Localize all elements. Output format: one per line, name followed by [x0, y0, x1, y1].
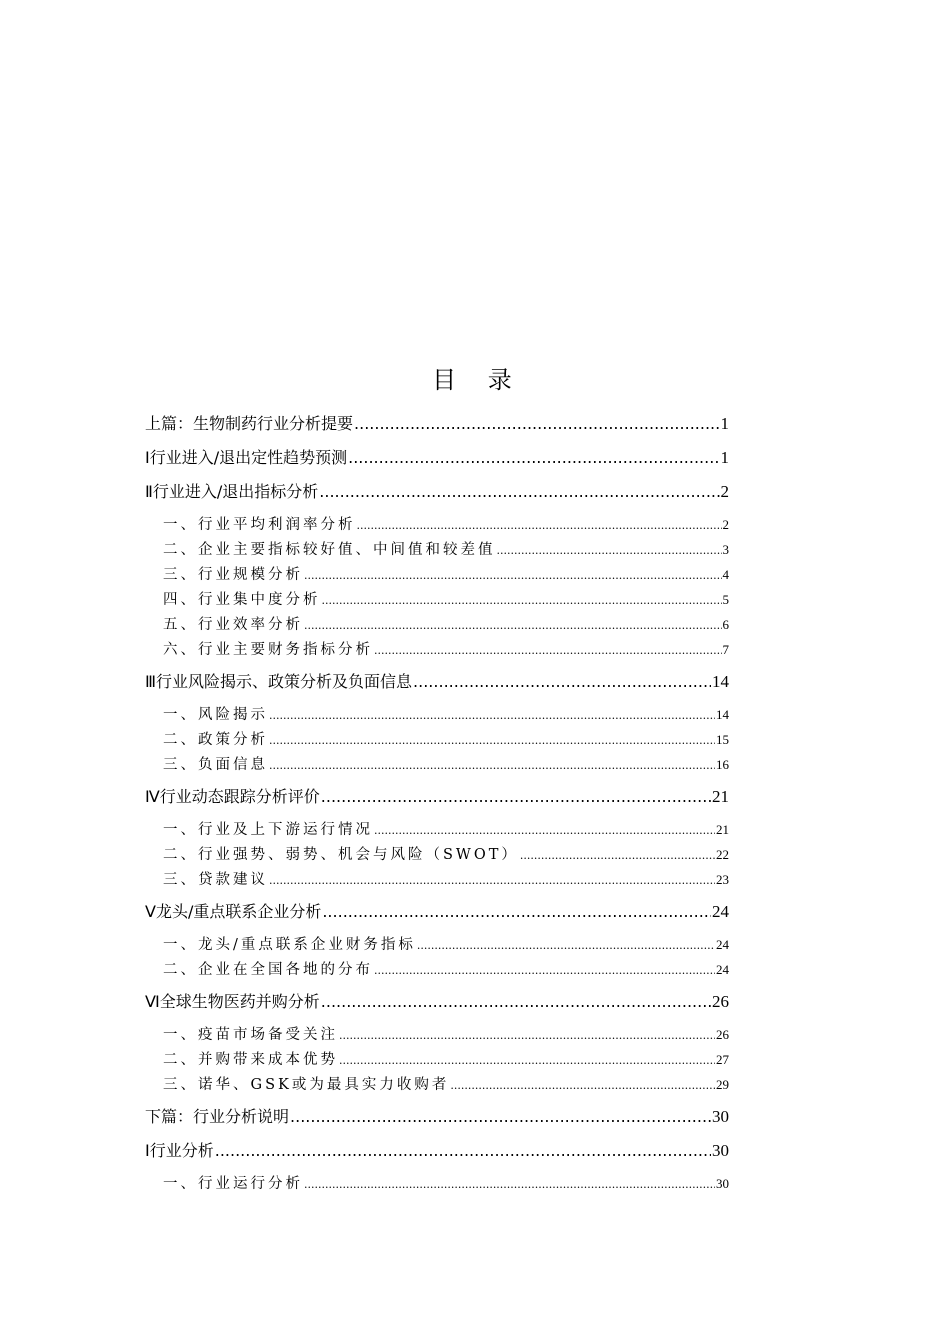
toc-entry-label: 一、疫苗市场备受关注 [163, 1027, 338, 1043]
toc-dot-leader [304, 1172, 715, 1197]
toc-entry-page-number: 24 [716, 937, 729, 952]
toc-entry-subsection[interactable] [145, 957, 729, 982]
toc-entry-subsection[interactable] [145, 702, 729, 727]
toc-entry-section[interactable] [145, 1103, 729, 1131]
toc-dot-leader [497, 538, 722, 563]
toc-entry-page-number: 30 [712, 1107, 729, 1126]
toc-entry-page-number: 16 [716, 757, 729, 772]
toc-entry-label: 三、负面信息 [163, 757, 268, 773]
toc-entry-subsection[interactable] [145, 1171, 729, 1196]
toc-entry-page-number: 22 [716, 847, 729, 862]
toc-entry-page-number: 14 [716, 707, 729, 722]
toc-entry-subsection[interactable] [145, 867, 729, 892]
toc-dot-leader [269, 753, 715, 778]
toc-dot-leader [321, 988, 711, 1016]
toc-dot-leader [290, 1103, 711, 1131]
toc-entry-subsection[interactable] [145, 537, 729, 562]
toc-entry-label: Ⅴ龙头/重点联系企业分析 [145, 902, 322, 921]
toc-entry-page-number: 29 [716, 1077, 729, 1092]
toc-dot-leader [417, 933, 715, 958]
toc-entry-label: 一、龙头/重点联系企业财务指标 [163, 937, 416, 953]
toc-entry-label: 二、政策分析 [163, 732, 268, 748]
toc-entry-page-number: 30 [716, 1176, 729, 1191]
toc-entry-page-number: 6 [722, 617, 729, 632]
toc-entry-page-number: 2 [720, 482, 729, 501]
toc-entry-label: 二、行业强势、弱势、机会与风险（SWOT） [163, 847, 519, 863]
toc-dot-leader [322, 588, 722, 613]
toc-entry-section[interactable] [145, 668, 729, 696]
toc-entry-label: 一、行业平均利润率分析 [163, 517, 356, 533]
toc-entry-page-number: 24 [712, 902, 729, 921]
toc-dot-leader [374, 958, 715, 983]
toc-entry-label: 三、贷款建议 [163, 872, 268, 888]
toc-entry-subsection[interactable] [145, 842, 729, 867]
toc-entry-label: 五、行业效率分析 [163, 617, 303, 633]
toc-dot-leader [321, 783, 711, 811]
toc-dot-leader [357, 513, 722, 538]
toc-entry-label: 一、行业运行分析 [163, 1176, 303, 1192]
toc-dot-leader [269, 868, 715, 893]
toc-entry-page-number: 26 [712, 992, 729, 1011]
page-title: 目 录 [432, 366, 524, 394]
toc-entry-label: Ⅱ行业进入/退出指标分析 [145, 482, 319, 501]
toc-entry-label: 二、企业在全国各地的分布 [163, 962, 373, 978]
toc-dot-leader [304, 613, 722, 638]
toc-entry-subsection[interactable] [145, 752, 729, 777]
toc-dot-leader [413, 668, 711, 696]
toc-entry-page-number: 1 [720, 448, 729, 467]
toc-dot-leader [520, 843, 715, 868]
toc-entry-subsection[interactable] [145, 1022, 729, 1047]
toc-entry-section[interactable] [145, 478, 729, 506]
toc-entry-page-number: 14 [712, 672, 729, 691]
toc-dot-leader [322, 898, 711, 926]
toc-dot-leader [319, 478, 719, 506]
toc-entry-page-number: 21 [712, 787, 729, 806]
toc-entry-section[interactable] [145, 1137, 729, 1165]
toc-entry-label: 一、风险揭示 [163, 707, 268, 723]
toc-entry-label: 六、行业主要财务指标分析 [163, 642, 373, 658]
toc-entry-label: 一、行业及上下游运行情况 [163, 822, 373, 838]
toc-entry-page-number: 30 [712, 1141, 729, 1160]
toc-entry-subsection[interactable] [145, 587, 729, 612]
toc-dot-leader [269, 728, 715, 753]
toc-entry-subsection[interactable] [145, 637, 729, 662]
table-of-contents [145, 410, 729, 1202]
toc-entry-label: 上篇：生物制药行业分析提要 [145, 414, 354, 433]
toc-entry-subsection[interactable] [145, 817, 729, 842]
toc-entry-subsection[interactable] [145, 612, 729, 637]
toc-entry-page-number: 3 [722, 542, 729, 557]
toc-entry-label: 四、行业集中度分析 [163, 592, 321, 608]
toc-dot-leader [339, 1048, 715, 1073]
toc-dot-leader [304, 563, 722, 588]
toc-entry-label: Ⅳ行业动态跟踪分析评价 [145, 787, 320, 806]
toc-entry-page-number: 27 [716, 1052, 729, 1067]
toc-entry-subsection[interactable] [145, 1047, 729, 1072]
toc-entry-label: Ⅰ行业进入/退出定性趋势预测 [145, 448, 348, 467]
toc-dot-leader [215, 1137, 711, 1165]
toc-entry-label: Ⅵ全球生物医药并购分析 [145, 992, 320, 1011]
toc-entry-label: 三、行业规模分析 [163, 567, 303, 583]
toc-entry-section[interactable] [145, 444, 729, 472]
toc-entry-label: 二、并购带来成本优势 [163, 1052, 338, 1068]
toc-entry-subsection[interactable] [145, 562, 729, 587]
toc-entry-page-number: 23 [716, 872, 729, 887]
toc-entry-section[interactable] [145, 410, 729, 438]
toc-entry-label: 下篇：行业分析说明 [145, 1107, 290, 1126]
toc-entry-page-number: 4 [722, 567, 729, 582]
toc-entry-label: Ⅲ行业风险揭示、政策分析及负面信息 [145, 672, 413, 691]
toc-entry-page-number: 1 [720, 414, 729, 433]
toc-dot-leader [450, 1073, 715, 1098]
toc-entry-page-number: 26 [716, 1027, 729, 1042]
toc-entry-subsection[interactable] [145, 512, 729, 537]
toc-entry-label: Ⅰ行业分析 [145, 1141, 214, 1160]
toc-entry-section[interactable] [145, 898, 729, 926]
toc-entry-label: 二、企业主要指标较好值、中间值和较差值 [163, 542, 496, 558]
toc-dot-leader [269, 703, 715, 728]
toc-dot-leader [374, 638, 722, 663]
toc-entry-page-number: 15 [716, 732, 729, 747]
toc-entry-page-number: 5 [722, 592, 729, 607]
toc-entry-subsection[interactable] [145, 932, 729, 957]
toc-entry-label: 三、诺华、GSK或为最具实力收购者 [163, 1077, 450, 1093]
toc-entry-page-number: 2 [722, 517, 729, 532]
toc-entry-subsection[interactable] [145, 727, 729, 752]
toc-entry-subsection[interactable] [145, 1072, 729, 1097]
toc-entry-page-number: 21 [716, 822, 729, 837]
toc-dot-leader [339, 1023, 715, 1048]
toc-entry-page-number: 24 [716, 962, 729, 977]
toc-dot-leader [354, 410, 719, 438]
toc-entry-section[interactable] [145, 988, 729, 1016]
toc-entry-page-number: 7 [722, 642, 729, 657]
toc-dot-leader [348, 444, 719, 472]
toc-entry-section[interactable] [145, 783, 729, 811]
toc-dot-leader [374, 818, 715, 843]
